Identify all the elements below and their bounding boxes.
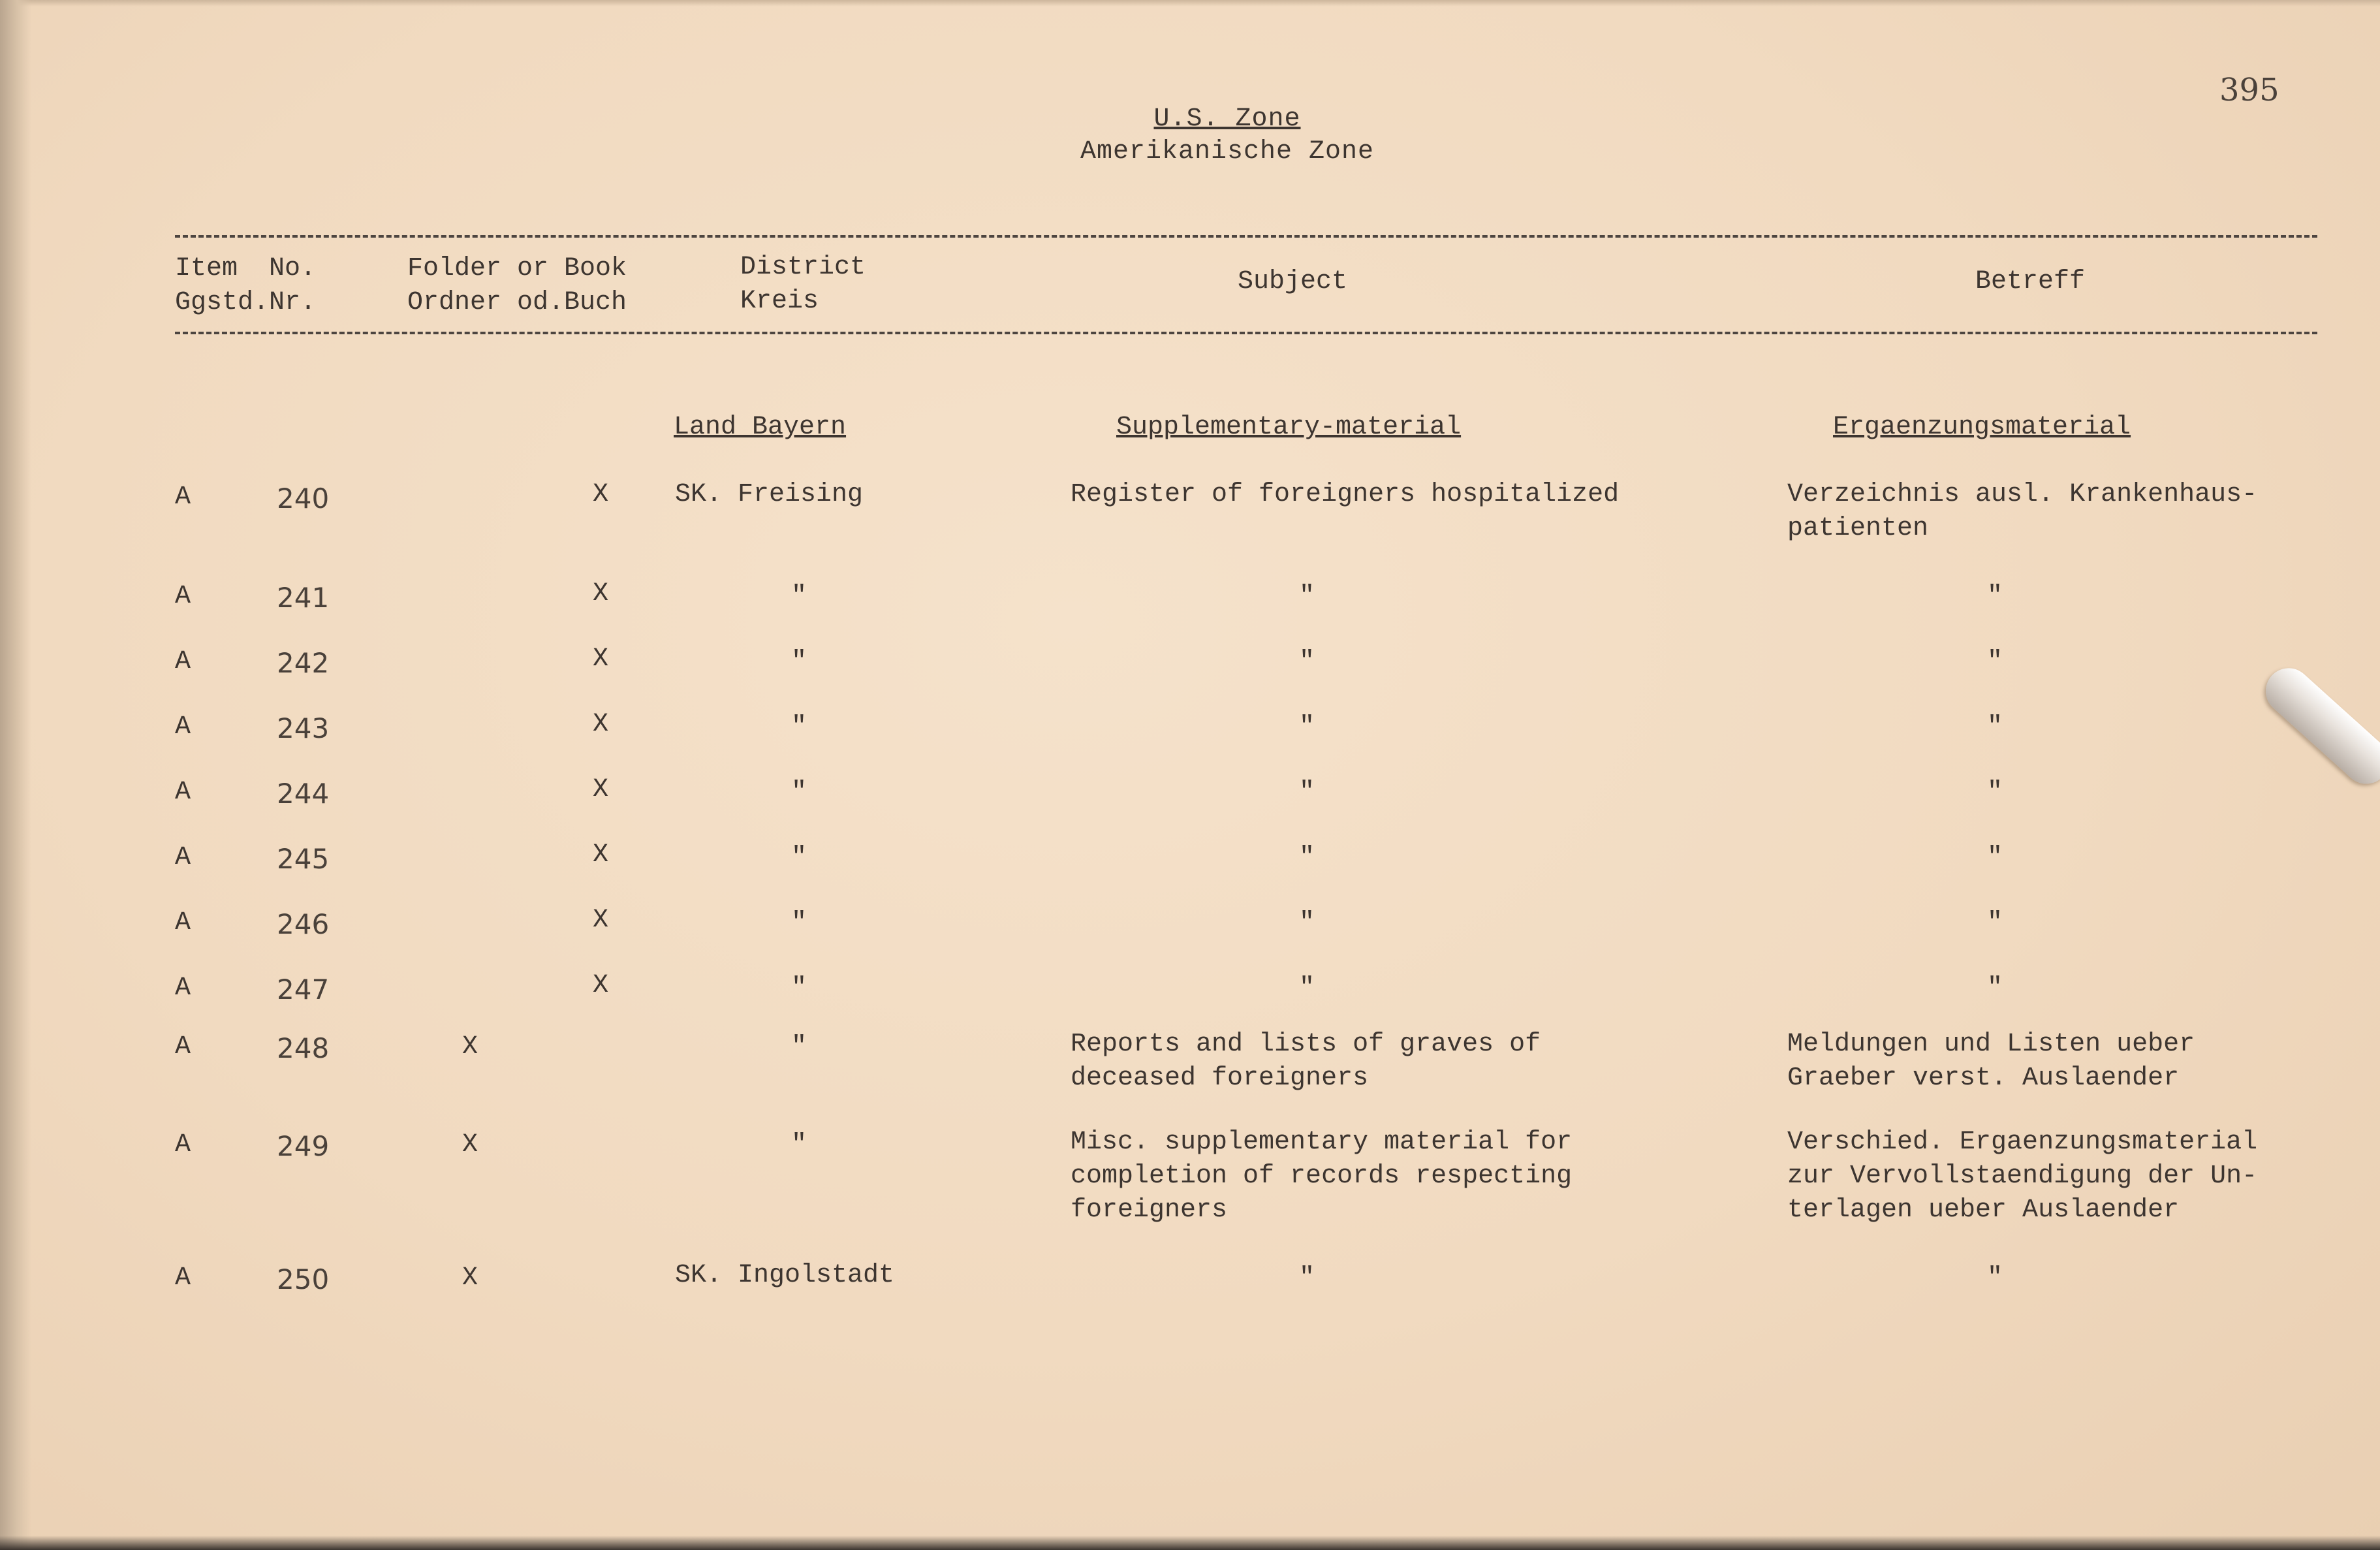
number-cell: 246 [277,908,330,940]
folder-cell: X [462,1130,478,1160]
header-item-no: Item No. Ggstd.Nr. [175,254,317,317]
book-holder-clip [2257,659,2380,793]
subject-cell: " [1298,1263,1315,1293]
betreff-cell: " [1986,647,2003,676]
book-cell: X [592,644,608,674]
section-district-label: Land Bayern [674,413,847,442]
number-cell: 247 [277,973,330,1005]
header-subject: Subject [1237,267,1348,296]
book-cell: X [592,579,608,609]
book-cell: X [592,710,608,739]
zone-title-english: U.S. Zone [1153,104,1301,134]
number-cell: 240 [277,482,330,514]
district-cell: " [791,712,807,742]
section-betreff-label: Ergaenzungsmaterial [1833,413,2131,442]
item-cell: A [175,482,191,512]
header-betreff: Betreff [1975,267,2086,296]
item-cell: A [175,582,191,611]
number-cell: 250 [277,1263,330,1295]
district-cell: " [791,1130,807,1160]
district-cell: SK. Ingolstadt [675,1261,895,1290]
folder-cell: X [462,1032,478,1062]
header-folder-book: Folder or Book Ordner od.Buch [407,254,627,317]
district-cell: " [791,843,807,872]
subject-cell: " [1298,582,1315,611]
subject-cell: " [1298,908,1315,938]
item-cell: A [175,1032,191,1062]
betreff-cell: " [1986,973,2003,1003]
subject-cell: " [1298,712,1315,742]
item-cell: A [175,1263,191,1293]
item-cell: A [175,647,191,676]
betreff-cell: " [1986,712,2003,742]
item-cell: A [175,712,191,742]
zone-title-german: Amerikanische Zone [1080,137,1375,166]
subject-cell: " [1298,973,1315,1003]
district-cell: " [791,908,807,938]
number-cell: 244 [277,778,330,810]
betreff-cell: " [1986,1263,2003,1293]
betreff-cell: " [1986,908,2003,938]
subject-cell: " [1298,647,1315,676]
header-bottom-rule [175,332,2317,334]
betreff-cell: " [1986,582,2003,611]
subject-cell: Misc. supplementary material for completion of records respecting foreigners [1071,1128,1573,1225]
book-cell: X [592,906,608,935]
number-cell: 242 [277,647,330,679]
district-cell: " [791,647,807,676]
item-cell: A [175,1130,191,1160]
number-cell: 248 [277,1032,330,1064]
folder-cell: X [462,1263,478,1293]
betreff-cell: " [1986,778,2003,807]
district-cell: " [791,973,807,1003]
district-cell: SK. Freising [675,480,864,509]
number-cell: 249 [277,1130,330,1162]
subject-cell: Register of foreigners hospitalized [1071,480,1620,509]
header-top-rule [175,235,2317,238]
subject-cell: Reports and lists of graves of deceased foreigners [1071,1030,1541,1093]
number-cell: 243 [277,712,330,744]
betreff-cell: Verzeichnis ausl. Krankenhaus- patienten [1787,480,2258,543]
header-district: District Kreis [740,253,866,316]
betreff-cell: Verschied. Ergaenzungsmaterial zur Vervollstaendigung der Un- terlagen ueber Auslaender [1787,1128,2258,1225]
subject-cell: " [1298,843,1315,872]
item-cell: A [175,778,191,807]
page-number: 395 [2219,72,2279,108]
book-cell: X [592,840,608,870]
page-top-edge [0,0,2380,7]
section-subject-label: Supplementary-material [1116,413,1462,442]
betreff-cell: " [1986,843,2003,872]
district-cell: " [791,582,807,611]
number-cell: 245 [277,843,330,875]
book-cell: X [592,480,608,509]
page-bottom-edge [0,1536,2380,1550]
district-cell: " [791,778,807,807]
subject-cell: " [1298,778,1315,807]
item-cell: A [175,843,191,872]
book-cell: X [592,971,608,1000]
number-cell: 241 [277,582,330,614]
item-cell: A [175,973,191,1003]
district-cell: " [791,1032,807,1062]
betreff-cell: Meldungen und Listen ueber Graeber verst. Auslaender [1787,1030,2195,1093]
book-cell: X [592,775,608,804]
binding-shadow [0,0,31,1550]
item-cell: A [175,908,191,938]
